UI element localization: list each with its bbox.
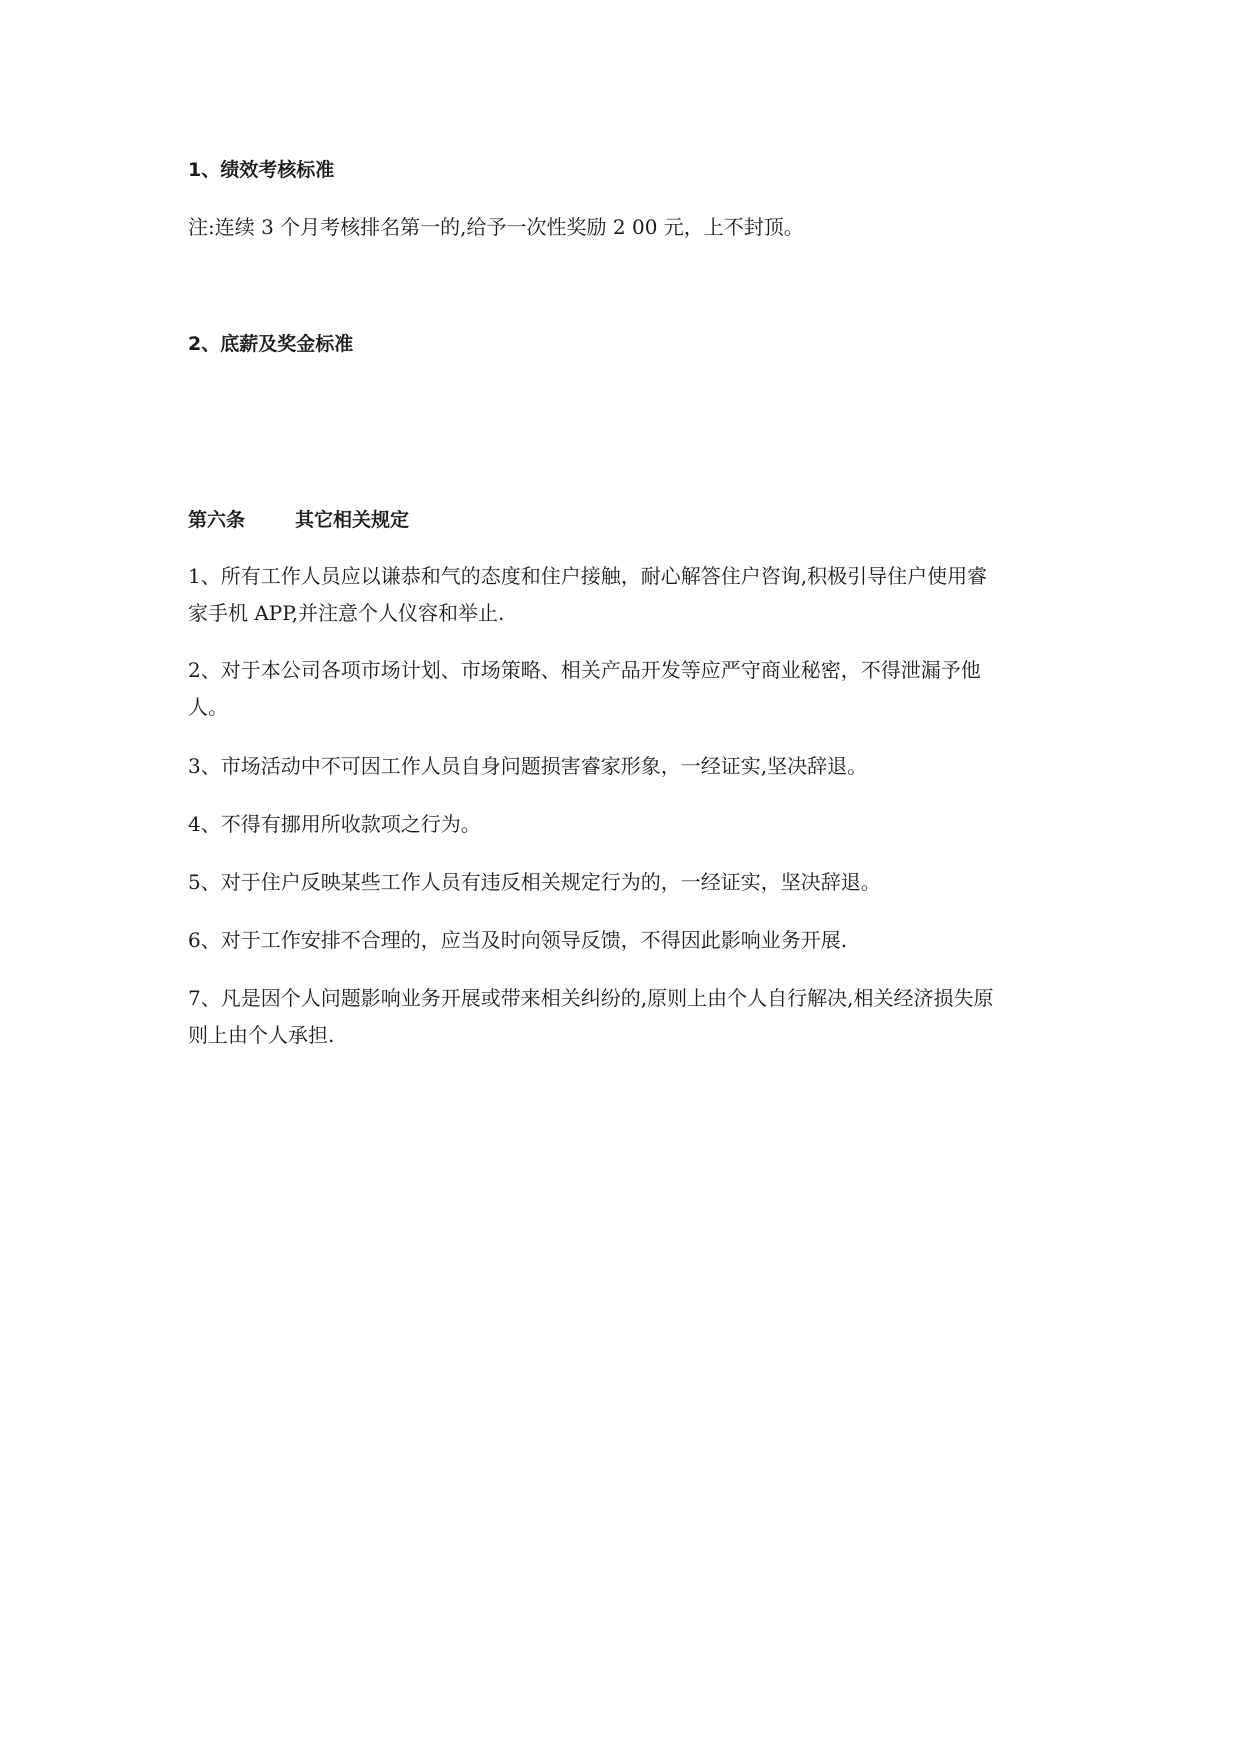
rule-item-line: 4、不得有挪用所收款项之行为。: [188, 812, 481, 836]
rule-item-line: 5、对于住户反映某些工作人员有违反相关规定行为的，一经证实，坚决辞退。: [188, 870, 881, 894]
article-6-title: 其它相关规定: [295, 509, 410, 531]
rule-item-line: 1、所有工作人员应以谦恭和气的态度和住户接触，耐心解答住户咨询,积极引导住户使用睿: [188, 564, 988, 588]
rule-item-4: [188, 806, 1058, 843]
rule-item-line: 人。: [188, 695, 228, 719]
rule-item-2: [188, 652, 1058, 726]
rule-item-6: [188, 922, 1058, 959]
rule-item-line: 家手机 APP,并注意个人仪容和举止.: [188, 601, 505, 625]
rule-item-line: 2、对于本公司各项市场计划、市场策略、相关产品开发等应严守商业秘密，不得泄漏予他: [188, 658, 981, 682]
rule-item-line: 7、凡是因个人问题影响业务开展或带来相关纠纷的,原则上由个人自行解决,相关经济损失原: [188, 986, 994, 1010]
rule-item-7: [188, 980, 1058, 1054]
article-6-heading: [188, 508, 409, 532]
section-2-heading: 2、底薪及奖金标准: [188, 333, 354, 355]
section-1-heading: 1、绩效考核标准: [188, 159, 335, 181]
rule-item-3: [188, 748, 1058, 785]
rule-item-line: 则上由个人承担.: [188, 1023, 335, 1047]
rule-item-5: [188, 864, 1058, 901]
note-line: 注:连续 3 个月考核排名第一的,给予一次性奖励 2 00 元，上不封顶。: [188, 215, 804, 239]
rule-item-line: 3、市场活动中不可因工作人员自身问题损害睿家形象，一经证实,坚决辞退。: [188, 754, 868, 778]
article-6-number: 第六条: [188, 509, 246, 531]
rule-item-1: [188, 558, 1058, 632]
section-1-note: [188, 209, 1058, 246]
rule-item-line: 6、对于工作安排不合理的，应当及时向领导反馈，不得因此影响业务开展.: [188, 928, 848, 952]
